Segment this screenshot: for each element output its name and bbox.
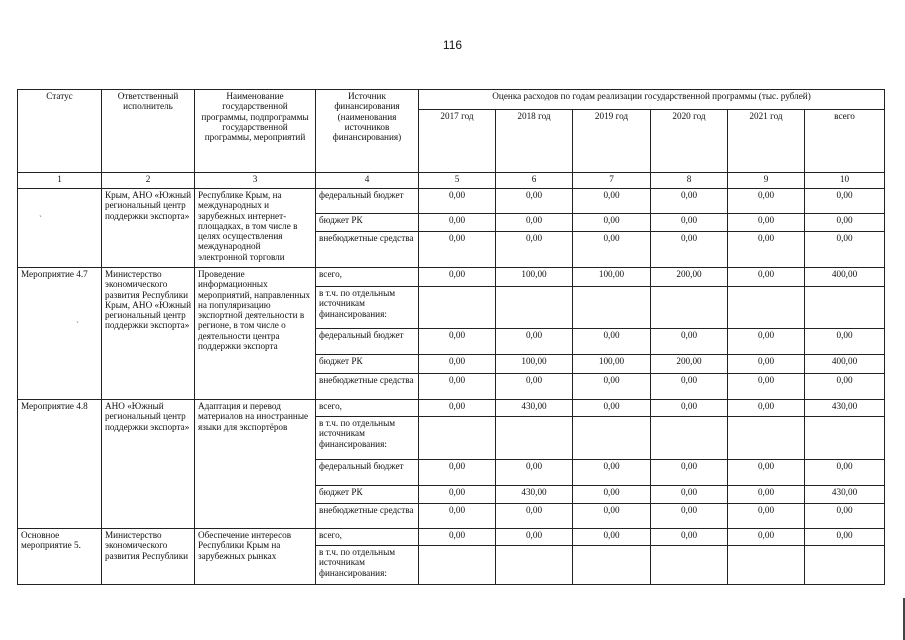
- year-value-cell: 0,00: [728, 329, 805, 355]
- year-value-cell: 100,00: [573, 355, 651, 374]
- year-value-cell: [419, 417, 496, 460]
- year-value-cell: [419, 546, 496, 585]
- year-value-cell: 100,00: [573, 268, 651, 287]
- year-value-cell: [573, 287, 651, 329]
- year-value-cell: 100,00: [496, 355, 573, 374]
- year-value-cell: 0,00: [419, 486, 496, 504]
- year-value-cell: 0,00: [651, 529, 728, 546]
- year-value-cell: 0,00: [728, 374, 805, 400]
- year-value-cell: 0,00: [651, 486, 728, 504]
- year-value-cell: [496, 287, 573, 329]
- year-value-cell: 0,00: [728, 355, 805, 374]
- funding-source-cell: внебюджетные средства: [316, 232, 419, 268]
- column-number: 6: [496, 173, 573, 189]
- header-year: 2018 год: [496, 110, 573, 173]
- scan-speck: `: [76, 320, 79, 330]
- year-value-cell: 0,00: [728, 232, 805, 268]
- header-estimate: Оценка расходов по годам реализации государственной программы (тыс. рублей): [419, 90, 885, 110]
- total-value-cell: 430,00: [805, 486, 885, 504]
- year-value-cell: 0,00: [496, 232, 573, 268]
- funding-source-cell: в т.ч. по отдельным источникам финансирования:: [316, 287, 419, 329]
- year-value-cell: 0,00: [496, 329, 573, 355]
- year-value-cell: 0,00: [728, 460, 805, 486]
- year-value-cell: 0,00: [573, 400, 651, 417]
- year-value-cell: 0,00: [651, 460, 728, 486]
- column-number: 10: [805, 173, 885, 189]
- total-value-cell: [805, 287, 885, 329]
- funding-source-cell: бюджет РК: [316, 355, 419, 374]
- header-row-1: [18, 90, 885, 110]
- header-name: Наименование государственной программы, подпрограммы государственной программы, мероприятий: [195, 90, 316, 173]
- executor-cell: Министерство экономического развития Республики Крым, АНО «Южный региональный центр поддержки экспорта»: [102, 268, 195, 400]
- column-number: 5: [419, 173, 496, 189]
- year-value-cell: 0,00: [651, 374, 728, 400]
- program-name-cell: Республике Крым, на международных и зарубежных интернет-площадках, в том числе в целях осуществления международной электронной торговли: [195, 189, 316, 268]
- year-value-cell: 0,00: [419, 400, 496, 417]
- year-value-cell: [728, 417, 805, 460]
- year-value-cell: 0,00: [573, 529, 651, 546]
- year-value-cell: [651, 287, 728, 329]
- year-value-cell: 0,00: [728, 189, 805, 214]
- column-number: 1: [18, 173, 102, 189]
- program-name-cell: Обеспечение интересов Республики Крым на зарубежных рынках: [195, 529, 316, 585]
- year-value-cell: 0,00: [728, 400, 805, 417]
- year-value-cell: 0,00: [419, 504, 496, 529]
- scan-speck: `: [39, 214, 42, 224]
- status-cell: [18, 189, 102, 268]
- total-value-cell: 0,00: [805, 189, 885, 214]
- year-value-cell: 0,00: [419, 460, 496, 486]
- year-value-cell: 0,00: [573, 460, 651, 486]
- year-value-cell: 0,00: [419, 268, 496, 287]
- page-number: 116: [442, 38, 463, 52]
- year-value-cell: [651, 546, 728, 585]
- program-name-cell: Проведение информационных мероприятий, направленных на популяризацию экспортной деятельности в регионе, в том числе о деятельности центра поддержки экспорта: [195, 268, 316, 400]
- year-value-cell: 0,00: [419, 232, 496, 268]
- year-value-cell: 430,00: [496, 486, 573, 504]
- funding-source-cell: в т.ч. по отдельным источникам финансирования:: [316, 417, 419, 460]
- header-year: 2021 год: [728, 110, 805, 173]
- budget-table: [17, 89, 885, 585]
- executor-cell: Министерство экономического развития Республики: [102, 529, 195, 585]
- year-value-cell: 0,00: [419, 355, 496, 374]
- year-value-cell: 0,00: [728, 268, 805, 287]
- header-year: 2017 год: [419, 110, 496, 173]
- funding-source-cell: федеральный бюджет: [316, 329, 419, 355]
- header-executor: Ответственный исполнитель: [102, 90, 195, 173]
- year-value-cell: 0,00: [419, 214, 496, 232]
- column-number: 7: [573, 173, 651, 189]
- year-value-cell: 0,00: [573, 504, 651, 529]
- funding-source-cell: федеральный бюджет: [316, 460, 419, 486]
- total-value-cell: 0,00: [805, 504, 885, 529]
- year-value-cell: 0,00: [651, 400, 728, 417]
- table-row: [18, 400, 885, 417]
- total-value-cell: 400,00: [805, 355, 885, 374]
- year-value-cell: 0,00: [573, 232, 651, 268]
- funding-source-cell: федеральный бюджет: [316, 189, 419, 214]
- funding-source-cell: всего,: [316, 529, 419, 546]
- total-value-cell: 430,00: [805, 400, 885, 417]
- year-value-cell: 100,00: [496, 268, 573, 287]
- table-row: [18, 268, 885, 287]
- column-number: 3: [195, 173, 316, 189]
- year-value-cell: 0,00: [496, 460, 573, 486]
- funding-source-cell: внебюджетные средства: [316, 374, 419, 400]
- header-total: всего: [805, 110, 885, 173]
- table-row: [18, 189, 885, 214]
- year-value-cell: 0,00: [496, 189, 573, 214]
- year-value-cell: 0,00: [728, 529, 805, 546]
- year-value-cell: [573, 417, 651, 460]
- status-cell: Мероприятие 4.7: [18, 268, 102, 400]
- column-number: 4: [316, 173, 419, 189]
- column-number: 9: [728, 173, 805, 189]
- year-value-cell: 0,00: [651, 189, 728, 214]
- total-value-cell: [805, 417, 885, 460]
- year-value-cell: [419, 287, 496, 329]
- funding-source-cell: всего,: [316, 400, 419, 417]
- year-value-cell: 0,00: [573, 189, 651, 214]
- year-value-cell: 0,00: [419, 189, 496, 214]
- table-body: [18, 173, 885, 585]
- year-value-cell: 0,00: [496, 214, 573, 232]
- year-value-cell: 0,00: [496, 504, 573, 529]
- year-value-cell: [496, 417, 573, 460]
- year-value-cell: 0,00: [573, 374, 651, 400]
- column-number: 8: [651, 173, 728, 189]
- year-value-cell: 0,00: [728, 504, 805, 529]
- header-source: Источник финансирования (наименования источников финансирования): [316, 90, 419, 173]
- funding-source-cell: внебюджетные средства: [316, 504, 419, 529]
- year-value-cell: [496, 546, 573, 585]
- column-number: 2: [102, 173, 195, 189]
- funding-source-cell: в т.ч. по отдельным источникам финансирования:: [316, 546, 419, 585]
- year-value-cell: [651, 417, 728, 460]
- column-number-row: [18, 173, 885, 189]
- header-year: 2019 год: [573, 110, 651, 173]
- year-value-cell: 0,00: [496, 529, 573, 546]
- table-row: [18, 529, 885, 546]
- year-value-cell: 0,00: [573, 486, 651, 504]
- year-value-cell: 430,00: [496, 400, 573, 417]
- year-value-cell: [573, 546, 651, 585]
- year-value-cell: 0,00: [651, 232, 728, 268]
- total-value-cell: 0,00: [805, 374, 885, 400]
- year-value-cell: 200,00: [651, 268, 728, 287]
- year-value-cell: 0,00: [651, 214, 728, 232]
- executor-cell: АНО «Южный региональный центр поддержки экспорта»: [102, 400, 195, 529]
- funding-source-cell: бюджет РК: [316, 214, 419, 232]
- funding-source-cell: всего,: [316, 268, 419, 287]
- year-value-cell: 0,00: [573, 329, 651, 355]
- year-value-cell: 0,00: [496, 374, 573, 400]
- total-value-cell: 0,00: [805, 214, 885, 232]
- status-cell: Мероприятие 4.8: [18, 400, 102, 529]
- year-value-cell: [728, 287, 805, 329]
- funding-source-cell: бюджет РК: [316, 486, 419, 504]
- year-value-cell: 0,00: [651, 504, 728, 529]
- program-name-cell: Адаптация и перевод материалов на иностранные языки для экспортёров: [195, 400, 316, 529]
- total-value-cell: 0,00: [805, 232, 885, 268]
- total-value-cell: 0,00: [805, 529, 885, 546]
- year-value-cell: 0,00: [419, 374, 496, 400]
- year-value-cell: 200,00: [651, 355, 728, 374]
- header-year: 2020 год: [651, 110, 728, 173]
- year-value-cell: 0,00: [573, 214, 651, 232]
- year-value-cell: 0,00: [419, 329, 496, 355]
- status-cell: Основное мероприятие 5.: [18, 529, 102, 585]
- total-value-cell: [805, 546, 885, 585]
- year-value-cell: 0,00: [728, 214, 805, 232]
- total-value-cell: 0,00: [805, 329, 885, 355]
- year-value-cell: 0,00: [728, 486, 805, 504]
- header-status: Статус: [18, 90, 102, 173]
- year-value-cell: 0,00: [419, 529, 496, 546]
- total-value-cell: 400,00: [805, 268, 885, 287]
- year-value-cell: [728, 546, 805, 585]
- year-value-cell: 0,00: [651, 329, 728, 355]
- executor-cell: Крым, АНО «Южный региональный центр поддержки экспорта»: [102, 189, 195, 268]
- total-value-cell: 0,00: [805, 460, 885, 486]
